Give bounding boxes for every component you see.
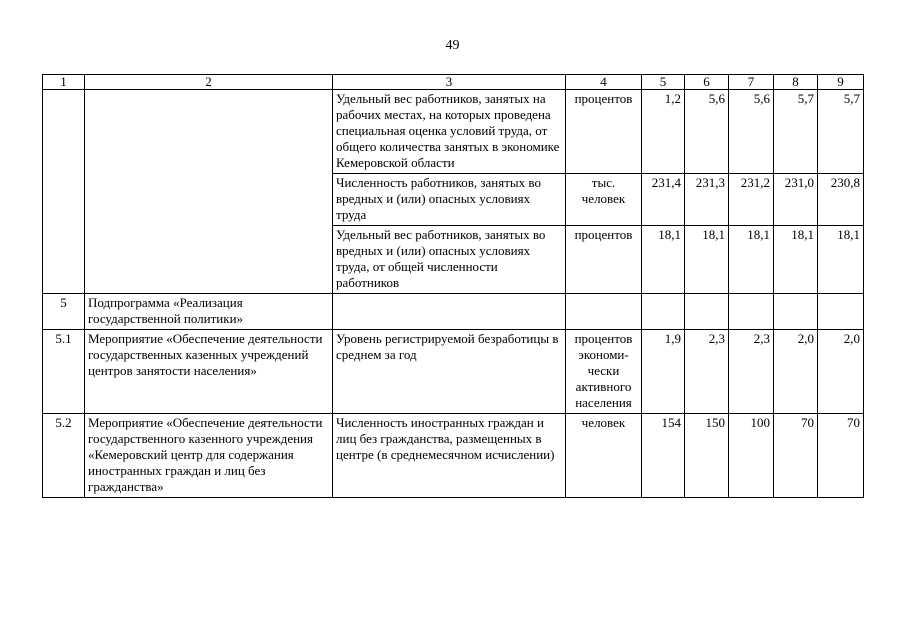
header-cell: 6	[685, 75, 729, 90]
table-row	[43, 294, 864, 330]
unit-cell	[566, 294, 642, 330]
header-cell: 1	[43, 75, 85, 90]
header-cell: 4	[566, 75, 642, 90]
value-cell: 231,4	[642, 174, 685, 226]
value-cell	[642, 294, 685, 330]
header-row	[43, 75, 864, 90]
header-cell: 9	[818, 75, 864, 90]
value-cell: 2,0	[818, 330, 864, 414]
header-cell: 5	[642, 75, 685, 90]
value-cell: 150	[685, 414, 729, 498]
value-cell: 231,2	[729, 174, 774, 226]
value-cell: 2,3	[729, 330, 774, 414]
table-row	[43, 90, 864, 174]
value-cell: 231,0	[774, 174, 818, 226]
page-number: 49	[445, 38, 460, 53]
value-cell: 18,1	[685, 226, 729, 294]
header-cell: 3	[333, 75, 566, 90]
value-cell: 1,2	[642, 90, 685, 174]
value-cell: 18,1	[818, 226, 864, 294]
indicator-cell: Уровень регистрируемой безработицы в среднем за год	[333, 330, 566, 414]
unit-cell: процентов	[566, 226, 642, 294]
value-cell: 1,9	[642, 330, 685, 414]
value-cell: 5,7	[818, 90, 864, 174]
unit-cell: процентов экономи-чески активного населения	[566, 330, 642, 414]
indicator-cell: Удельный вес работников, занятых во вредных и (или) опасных условиях труда, от общей численности работников	[333, 226, 566, 294]
header-cell: 8	[774, 75, 818, 90]
indicators-table	[42, 74, 864, 498]
value-cell: 18,1	[729, 226, 774, 294]
value-cell: 5,6	[729, 90, 774, 174]
value-cell: 2,3	[685, 330, 729, 414]
value-cell: 2,0	[774, 330, 818, 414]
header-cell: 2	[85, 75, 333, 90]
value-cell: 70	[774, 414, 818, 498]
row-number-cell	[43, 90, 85, 294]
value-cell	[774, 294, 818, 330]
value-cell: 70	[818, 414, 864, 498]
value-cell: 154	[642, 414, 685, 498]
row-name-cell	[85, 90, 333, 294]
value-cell: 18,1	[642, 226, 685, 294]
value-cell: 230,8	[818, 174, 864, 226]
value-cell: 100	[729, 414, 774, 498]
unit-cell: человек	[566, 414, 642, 498]
table-row	[43, 414, 864, 498]
unit-cell: тыс. человек	[566, 174, 642, 226]
value-cell: 5,6	[685, 90, 729, 174]
table-row	[43, 330, 864, 414]
value-cell: 5,7	[774, 90, 818, 174]
row-name-cell: Мероприятие «Обеспечение деятельности государственных казенных учреждений центров занятости населения»	[85, 330, 333, 414]
value-cell	[818, 294, 864, 330]
indicator-cell: Численность работников, занятых во вредных и (или) опасных условиях труда	[333, 174, 566, 226]
value-cell	[729, 294, 774, 330]
row-name-cell: Подпрограмма «Реализация государственной политики»	[85, 294, 333, 330]
value-cell	[685, 294, 729, 330]
value-cell: 18,1	[774, 226, 818, 294]
indicator-cell: Удельный вес работников, занятых на рабочих местах, на которых проведена специальная оценка условий труда, от общего количества занятых в экономике Кемеровской области	[333, 90, 566, 174]
indicator-cell	[333, 294, 566, 330]
unit-cell: процентов	[566, 90, 642, 174]
indicator-cell: Численность иностранных граждан и лиц без гражданства, размещенных в центре (в среднемесячном исчислении)	[333, 414, 566, 498]
row-number-cell: 5.2	[43, 414, 85, 498]
row-number-cell: 5.1	[43, 330, 85, 414]
value-cell: 231,3	[685, 174, 729, 226]
row-number-cell: 5	[43, 294, 85, 330]
row-name-cell: Мероприятие «Обеспечение деятельности государственного казенного учреждения «Кемеровский центр для содержания иностранных граждан и лиц без гражданства»	[85, 414, 333, 498]
header-cell: 7	[729, 75, 774, 90]
